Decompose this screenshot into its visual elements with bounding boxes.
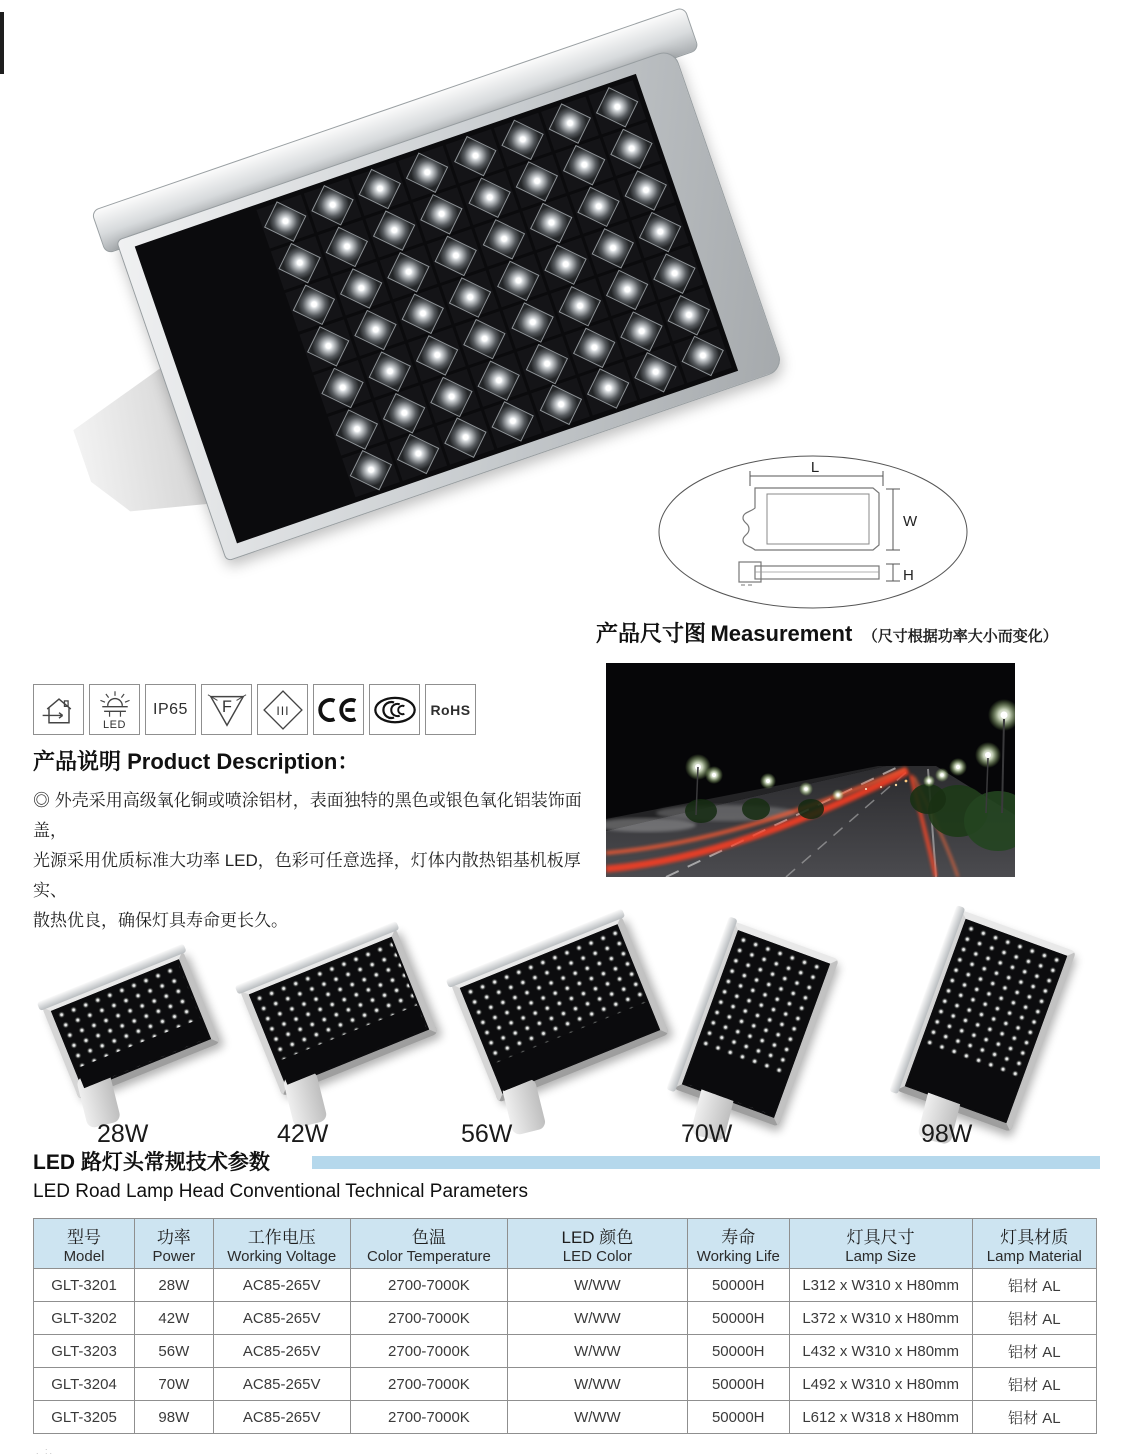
table-cell: 50000H [687, 1335, 789, 1368]
table-cell: AC85-265V [213, 1335, 350, 1368]
table-cell: GLT-3203 [34, 1335, 135, 1368]
heading-accent-bar [312, 1156, 1100, 1169]
table-row [34, 1269, 1097, 1302]
mini-led-face [684, 933, 827, 1116]
house-arrow-icon [33, 684, 84, 735]
product-description [33, 745, 608, 936]
dim-label-h: H [903, 567, 914, 584]
table-cell: W/WW [508, 1401, 688, 1434]
led-icon [89, 684, 140, 735]
table-cell: 铝材 AL [972, 1269, 1096, 1302]
class-iii-icon [257, 684, 308, 735]
table-cell: 铝材 AL [972, 1401, 1096, 1434]
f-label: F [221, 697, 232, 716]
measurement-caption [596, 617, 1058, 648]
table-cell: W/WW [508, 1269, 688, 1302]
table-cell: 50000H [687, 1269, 789, 1302]
table-cell: 铝材 AL [972, 1302, 1096, 1335]
mini-led-face [54, 962, 209, 1088]
table-cell: L492 x W310 x H80mm [789, 1368, 972, 1401]
variant-photo-56w [468, 945, 652, 1073]
table-cell: 98W [134, 1401, 213, 1434]
mini-led-face [251, 939, 426, 1084]
table-cell: 50000H [687, 1302, 789, 1335]
column-header: 灯具尺寸 Lamp Size [789, 1219, 972, 1269]
table-cell: AC85-265V [213, 1401, 350, 1434]
measurement-title-zh: 产品尺寸图 [596, 621, 707, 646]
column-header: 寿命 Working Life [687, 1219, 789, 1269]
table-cell: GLT-3204 [34, 1368, 135, 1401]
table-cell: 铝材 AL [972, 1368, 1096, 1401]
tech-params-heading-zh: LED 路灯头常规技术参数 [33, 1151, 270, 1174]
table-row [34, 1368, 1097, 1401]
table-cell: 2700-7000K [350, 1368, 507, 1401]
page-bottom-smudge: . :. [36, 1446, 55, 1455]
variant-label-70w: 70W [681, 1120, 733, 1148]
table-cell: AC85-265V [213, 1269, 350, 1302]
variant-photo-28w [55, 975, 207, 1075]
ce-mark-icon [313, 684, 364, 735]
variant-photo-98w [925, 925, 1047, 1117]
table-cell: 42W [134, 1302, 213, 1335]
table-cell: 2700-7000K [350, 1302, 507, 1335]
dim-label-l: L [810, 459, 820, 476]
table-cell: 70W [134, 1368, 213, 1401]
tech-params-heading-en: LED Road Lamp Head Conventional Technical Parameters [33, 1181, 528, 1202]
table-header-row [34, 1219, 1097, 1269]
table-cell: GLT-3205 [34, 1401, 135, 1434]
mini-led-face [462, 927, 657, 1091]
measurement-diagram [655, 452, 975, 612]
table-cell: 2700-7000K [350, 1335, 507, 1368]
table-cell: GLT-3201 [34, 1269, 135, 1302]
table-cell: 2700-7000K [350, 1401, 507, 1434]
dim-label-w: W [903, 513, 918, 530]
scan-edge-mark [0, 12, 4, 74]
f-triangle-icon [201, 684, 252, 735]
rohs-label: RoHS [430, 701, 471, 718]
table-cell: L372 x W310 x H80mm [789, 1302, 972, 1335]
description-heading: 产品说明 Product Description： [33, 749, 360, 774]
table-cell: W/WW [508, 1335, 688, 1368]
description-line: 光源采用优质标准大功率 LED，色彩可任意选择，灯体内散热铝基机板厚实、 [33, 851, 581, 900]
description-line: 散热优良，确保灯具寿命更长久。 [33, 911, 288, 930]
certification-row [33, 684, 476, 735]
table-row [34, 1302, 1097, 1335]
table-cell: L432 x W310 x H80mm [789, 1335, 972, 1368]
lamp-face-panel [135, 74, 738, 543]
table-row [34, 1335, 1097, 1368]
table-body [34, 1269, 1097, 1434]
measurement-title-en: Measurement [710, 621, 853, 646]
variant-label-56w: 56W [461, 1120, 513, 1148]
table-cell: W/WW [508, 1302, 688, 1335]
application-photo-night-street [606, 663, 1015, 877]
ccc-mark-icon [369, 684, 420, 735]
table-cell: AC85-265V [213, 1302, 350, 1335]
variant-label-42w: 42W [277, 1120, 329, 1148]
table-cell: L312 x W310 x H80mm [789, 1269, 972, 1302]
mini-led-face [907, 921, 1064, 1120]
ip65-label: IP65 [153, 700, 188, 718]
table-cell: 56W [134, 1335, 213, 1368]
description-line: ◎ 外壳采用高级氧化铜或喷涂铝材，表面独特的黑色或银色氧化铝装饰面盖， [33, 791, 582, 840]
table-cell: W/WW [508, 1368, 688, 1401]
variant-label-98w: 98W [921, 1120, 973, 1148]
led-icon-label: LED [103, 718, 126, 731]
ip65-icon [145, 684, 196, 735]
table-cell: AC85-265V [213, 1368, 350, 1401]
variant-photo-42w [255, 955, 423, 1069]
table-cell: 50000H [687, 1368, 789, 1401]
table-cell: 50000H [687, 1401, 789, 1434]
column-header: 工作电压 Working Voltage [213, 1219, 350, 1269]
variant-photo-70w [700, 935, 812, 1113]
column-header: 灯具材质 Lamp Material [972, 1219, 1096, 1269]
table-cell: 铝材 AL [972, 1335, 1096, 1368]
table-cell: 28W [134, 1269, 213, 1302]
column-header: 型号 Model [34, 1219, 135, 1269]
table-cell: GLT-3202 [34, 1302, 135, 1335]
column-header: 功率 Power [134, 1219, 213, 1269]
rohs-icon [425, 684, 476, 735]
table-cell: 2700-7000K [350, 1269, 507, 1302]
table-row [34, 1401, 1097, 1434]
measurement-note: （尺寸根据功率大小而变化） [862, 628, 1058, 645]
column-header: 色温 Color Temperature [350, 1219, 507, 1269]
tech-params-table [33, 1218, 1097, 1434]
svg-text:III: III [275, 703, 290, 718]
table-cell: L612 x W318 x H80mm [789, 1401, 972, 1434]
variant-label-28w: 28W [97, 1120, 149, 1148]
column-header: LED 颜色 LED Color [508, 1219, 688, 1269]
